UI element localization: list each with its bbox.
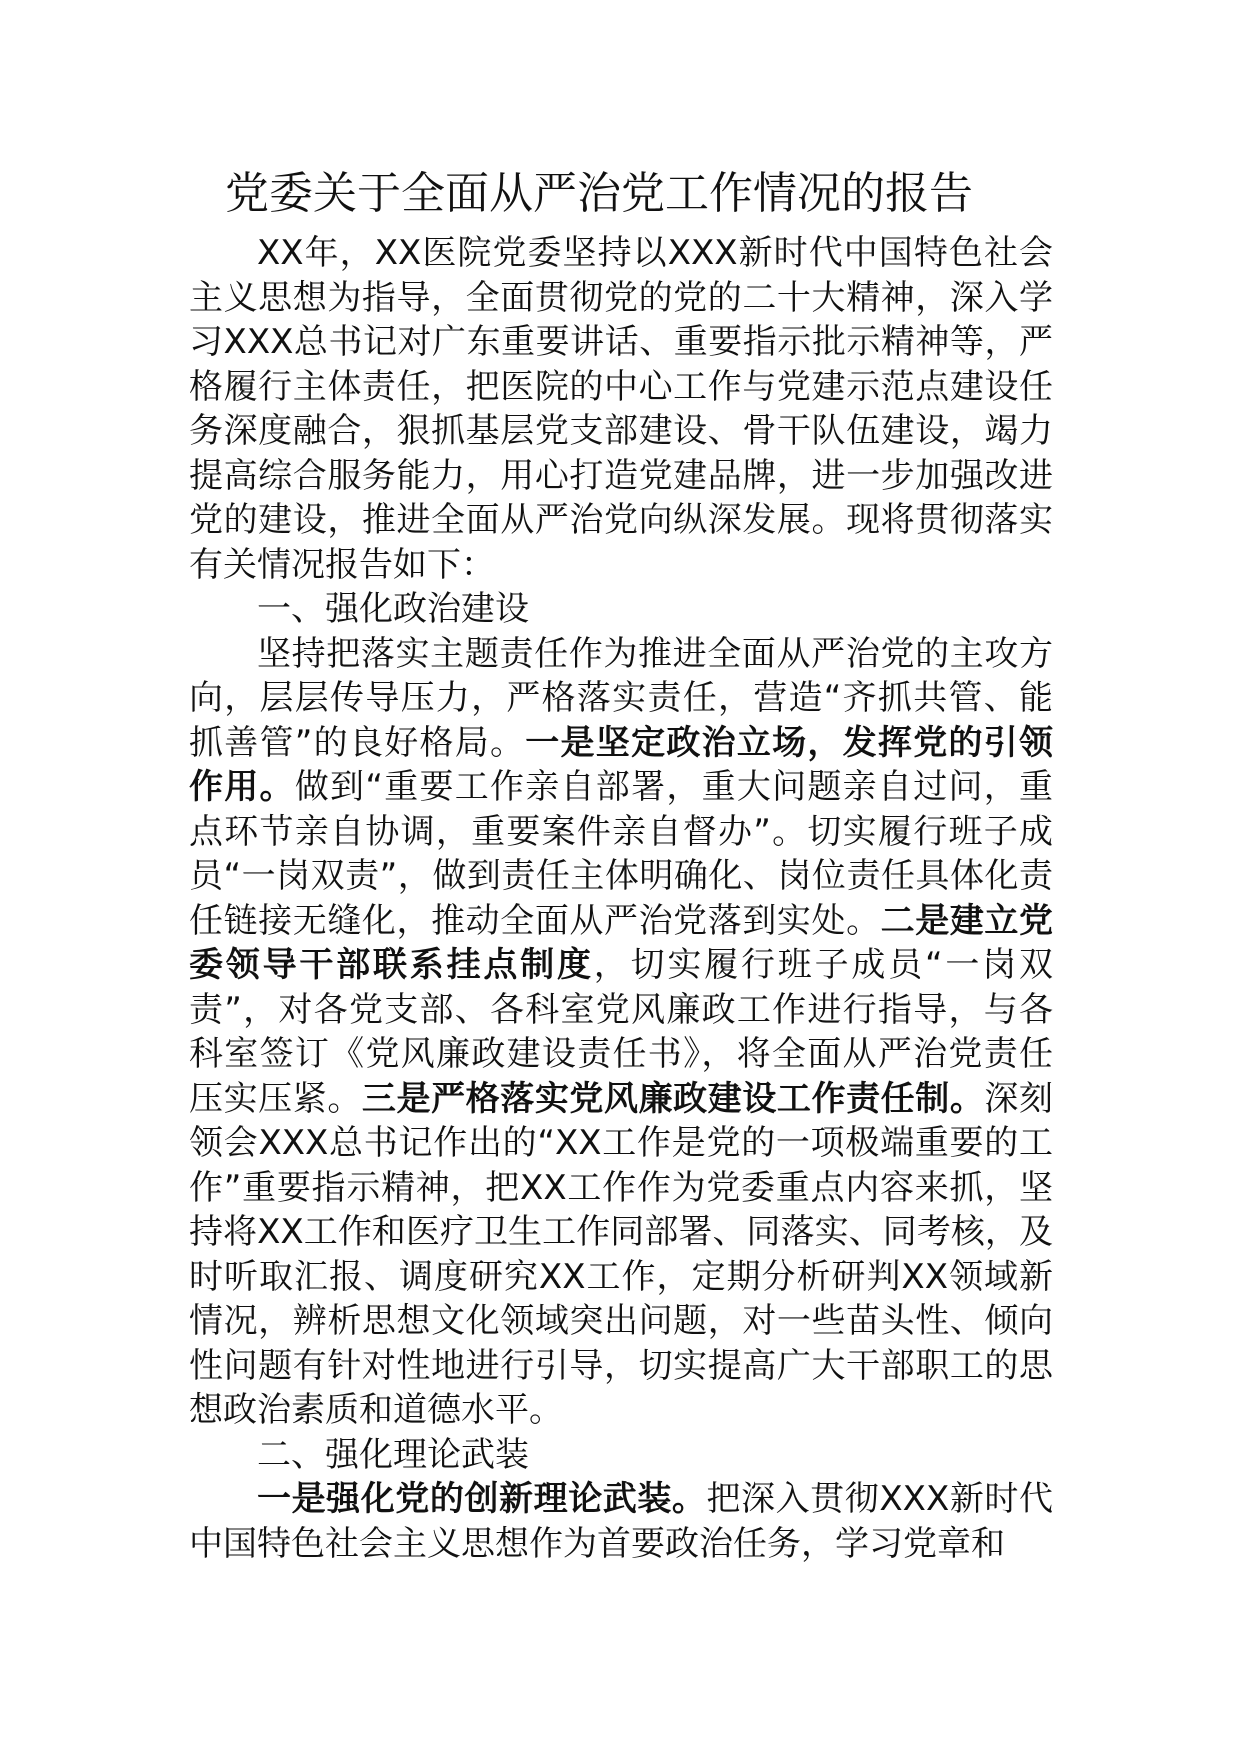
section1-point1-text: 做到“重要工作亲自部署，重大问题亲自过问，重点环节亲自协调，重要案件亲自督办”。切实履行班子成员“一岗双责”，做到责任主体明确化、岗位责任具体化责任链接无缝化，推动全面从严治党落到实处。 <box>189 767 1053 941</box>
section1-point2-bold: 二是建立党委领导干部联系挂点制度 <box>189 900 1054 985</box>
section1-point1-bold: 一是坚定政治立场，发挥党的引领作用。 <box>189 722 1053 807</box>
document-title: 党委关于全面从严治党工作情况的报告 <box>225 168 973 219</box>
section1-point2-text: ，切实履行班子成员“一岗双责”，对各党支部、各科室党风廉政工作进行指导，与各科室签订《党风廉政建设责任书》，将全面从严治党责任压实压紧。 <box>189 945 1053 1119</box>
section1-paragraph <box>189 632 1053 1433</box>
document-body <box>189 165 1053 1566</box>
section1-lead: 坚持把落实主题责任作为推进全面从严治党的主攻方向，层层传导压力，严格落实责任，营造“齐抓共管、能抓善管”的良好格局。 <box>189 633 1053 763</box>
section1-point3-bold: 三是严格落实党风廉政建设工作责任制。 <box>361 1078 985 1119</box>
intro-paragraph: XX年，XX医院党委坚持以XXX新时代中国特色社会主义思想为指导，全面贯彻党的党的二十大精神，深入学习XXX总书记对广东重要讲话、重要指示批示精神等，严格履行主体责任，把医院的中心工作与党建示范点建设任务深度融合，狠抓基层党支部建设、骨干队伍建设，竭力提高综合服务能力，用心打造党建品牌，进一步加强改进党的建设，推进全面从严治党向纵深发展。现将贯彻落实有关情况报告如下： <box>189 233 1053 585</box>
section1-point3-text: 深刻领会XXX总书记作出的“XX工作是党的一项极端重要的工作”重要指示精神，把XX工作作为党委重点内容来抓，坚持将XX工作和医疗卫生工作同部署、同落实、同考核，及时听取汇报、调度研究XX工作，定期分析研判XX领域新情况，辨析思想文化领域突出问题，对一些苗头性、倾向性问题有针对性地进行引导，切实提高广大干部职工的思想政治素质和道德水平。 <box>189 1078 1054 1430</box>
section2-point1-text: 把深入贯彻XXX新时代中国特色社会主义思想作为首要政治任务，学习党章和 <box>189 1479 1053 1564</box>
section2-point1-bold: 一是强化党的创新理论武装。 <box>257 1479 707 1519</box>
section-heading-1: 一、强化政治建设 <box>257 589 529 629</box>
section-heading-2: 二、强化理论武装 <box>257 1434 529 1475</box>
section2-paragraph <box>189 1477 1053 1566</box>
